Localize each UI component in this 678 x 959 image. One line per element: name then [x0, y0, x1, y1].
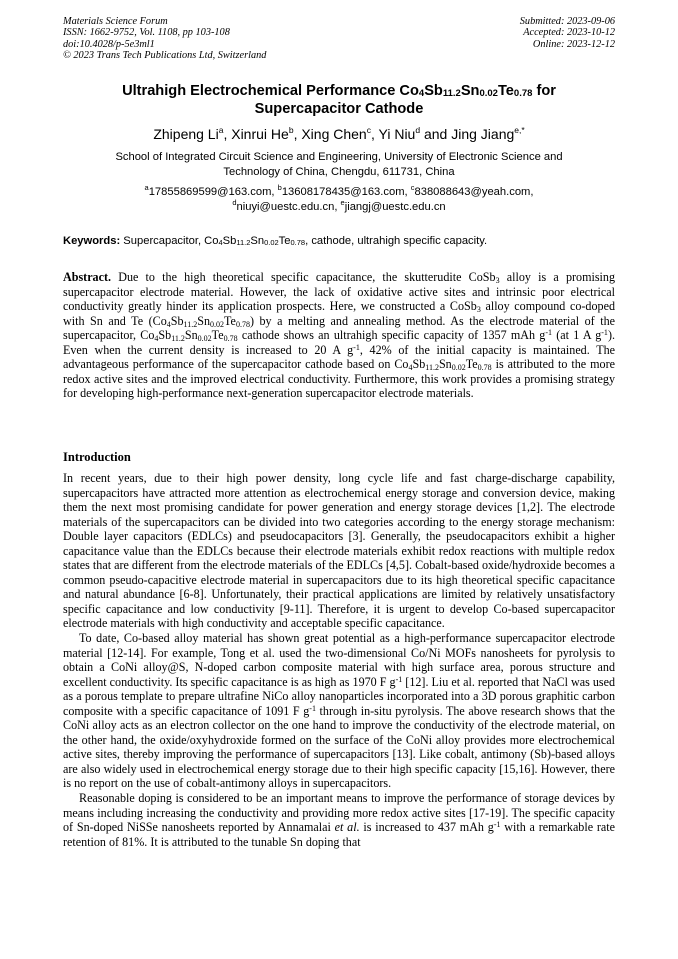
journal-info [63, 16, 266, 62]
abstract-label: Abstract. [63, 270, 112, 284]
submitted-date: Submitted: 2023-09-06 [519, 16, 615, 27]
author-emails: $^a$17855869599@163.com, $^b$13608178435@163.com, $^c$838088643@yeah.com, $^d$niuyi@uestc.edu.cn, $^e$jiangj@uestc.edu.cn [144, 183, 534, 213]
keywords: Keywords: Supercapacitor, $Co_4Sb_{11.2}Sn_{0.02}Te_{0.78}$, cathode, ultrahigh specific capacity. [63, 235, 488, 247]
introduction-body [63, 471, 615, 849]
author-name: Zhipeng Li [153, 126, 219, 142]
issn: ISSN: 1662-9752, Vol. 1108, pp 103-108 [63, 27, 230, 39]
author-name: Yi Niu [378, 126, 416, 142]
author-name: Xinrui He [231, 126, 289, 142]
author-name: Xing Chen [301, 126, 367, 142]
author-list: Zhipeng Li$^a$, Xinrui He$^b$, Xing Chen$^c$, Yi Niu$^d$ and Jing Jiang$^{e,*}$ [153, 125, 525, 142]
copyright: © 2023 Trans Tech Publications Ltd, Switzerland [63, 50, 267, 62]
author-name: Jing Jiang [451, 126, 515, 142]
keywords-label: Keywords: [63, 235, 121, 247]
accepted-date: Accepted: 2023-10-12 [523, 27, 615, 39]
journal-name: Materials Science Forum [63, 16, 168, 27]
doi: doi:10.4028/p-5e3ml1 [63, 38, 155, 50]
paragraph: To date, Co-based alloy material has shown great potential as a high-performance supercapacitor electrode material [12-14]. For example, Tong et al. used the two-dimensional Co/Ni MOFs nanosheets for pyrolysis to obtain a CoNi alloy@S, N-doped carbon composite material with high surface area, porous structure and excellent conductivity. Its specific capacitance is as high as 1970 F $g^{-1}$ [12]. Liu et al. reported that NaCl was used as a porous template to prepare ultrafine NiCo alloy nanoparticles incorporated into a 3D porous graphitic carbon composite with a specific capacitance of 1091 F $g^{-1}$ through in-situ pyrolysis. The above research shows that the CoNi alloy acts as an electron collector on the one hand to improve the conductivity of the electrode material, on the other hand, the oxide/oxyhydroxide formed on the surface of the CoNi alloy provides more electrochemical active sites, thereby improving the performance of supercapacitors [13]. Like cobalt, antimony (Sb)-based alloys are also widely used in electrochemical energy storage due to their high specific capacity [15,16]. However, there is no report on the use of cobalt-antimony alloys in supercapacitors. [63, 631, 616, 791]
abstract: Abstract. Due to the high theoretical specific capacitance, the skutterudite CoSb$_3$ alloy is a promising supercapacitor electrode material. However, the lack of oxidative active sites and intrinsic poor electrical conductivity greatly hinder its application prospects. Here, we constructed a CoSb$_3$ alloy compound co-doped with Sn and Te $(Co_4Sb_{11.2}Sn_{0.02}Te_{0.78})$ by a melting and annealing method. As the electrode material of the supercapacitor, $Co_4Sb_{11.2}Sn_{0.02}Te_{0.78}$ cathode shows an ultrahigh specific capacity of 1357 mAh $g^{-1}$ (at 1 A $g^{-1}$). Even when the current density is increased to 20 A $g^{-1}$, 42% of the initial capacity is maintained. The advantageous performance of the supercapacitor cathode based on $Co_4Sb_{11.2}Sn_{0.02}Te_{0.78}$ is attributed to the more redox active sites and the improved electrical conductivity. Furthermore, this work provides a promising strategy for developing high-performance next-generation supercapacitor electrode materials. [63, 270, 616, 401]
paragraph: In recent years, due to their high power density, long cycle life and fast charge-discharge capability, supercapacitors have attracted more attention as electrochemical energy storage and conversion device, making them the next most promising candidate for power generation and energy storage devices [1,2]. The electrode materials of the supercapacitors can be divided into two categories according to the energy storage mechanism: Double layer capacitors (EDLCs) and pseudocapacitors [3]. Generally, the pseudocapacitors exhibit a higher capacitance value than the EDLCs because their electrode materials exhibit redox reactions with multiple redox states that are different from the electrode materials of the EDLCs [4,5]. Cobalt-based oxide/hydroxide becomes a common pseudo-capacitive electrode material in supercapacitors due to its high theoretical specific capacitance and natural abundance [6-8]. Unfortunately, their practical applications are limited by relatively unsatisfactory specific capacitance and low conductivity [9-11]. Therefore, it is urgent to develop Co-based supercapacitor electrode materials with high conductivity and acceptable specific capacitance. [63, 471, 615, 631]
online-date: Online: 2023-12-12 [532, 38, 615, 50]
dates-info [520, 16, 615, 62]
affiliation: School of Integrated Circuit Science and Engineering, University of Electronic Science and Technology of China, Chengdu, 611731, China [115, 151, 563, 178]
page-header [63, 16, 615, 62]
paper-title: Ultrahigh Electrochemical Performance $Co_4Sb_{11.2}Sn_{0.02}Te_{0.78}$ for Supercapacitor Cathode [122, 83, 556, 117]
section-heading-introduction: Introduction [63, 450, 131, 464]
paragraph: Reasonable doping is considered to be an important means to improve the performance of storage devices by means including increasing the conductivity and providing more redox active sites [17-19]. The specific capacity of Sn-doped NiSSe nanosheets reported by Annamalai et al. is increased to 437 mAh $g^{-1}$ with a remarkable rate retention of 81%. It is attributed to the tunable Sn doping that [63, 791, 615, 849]
